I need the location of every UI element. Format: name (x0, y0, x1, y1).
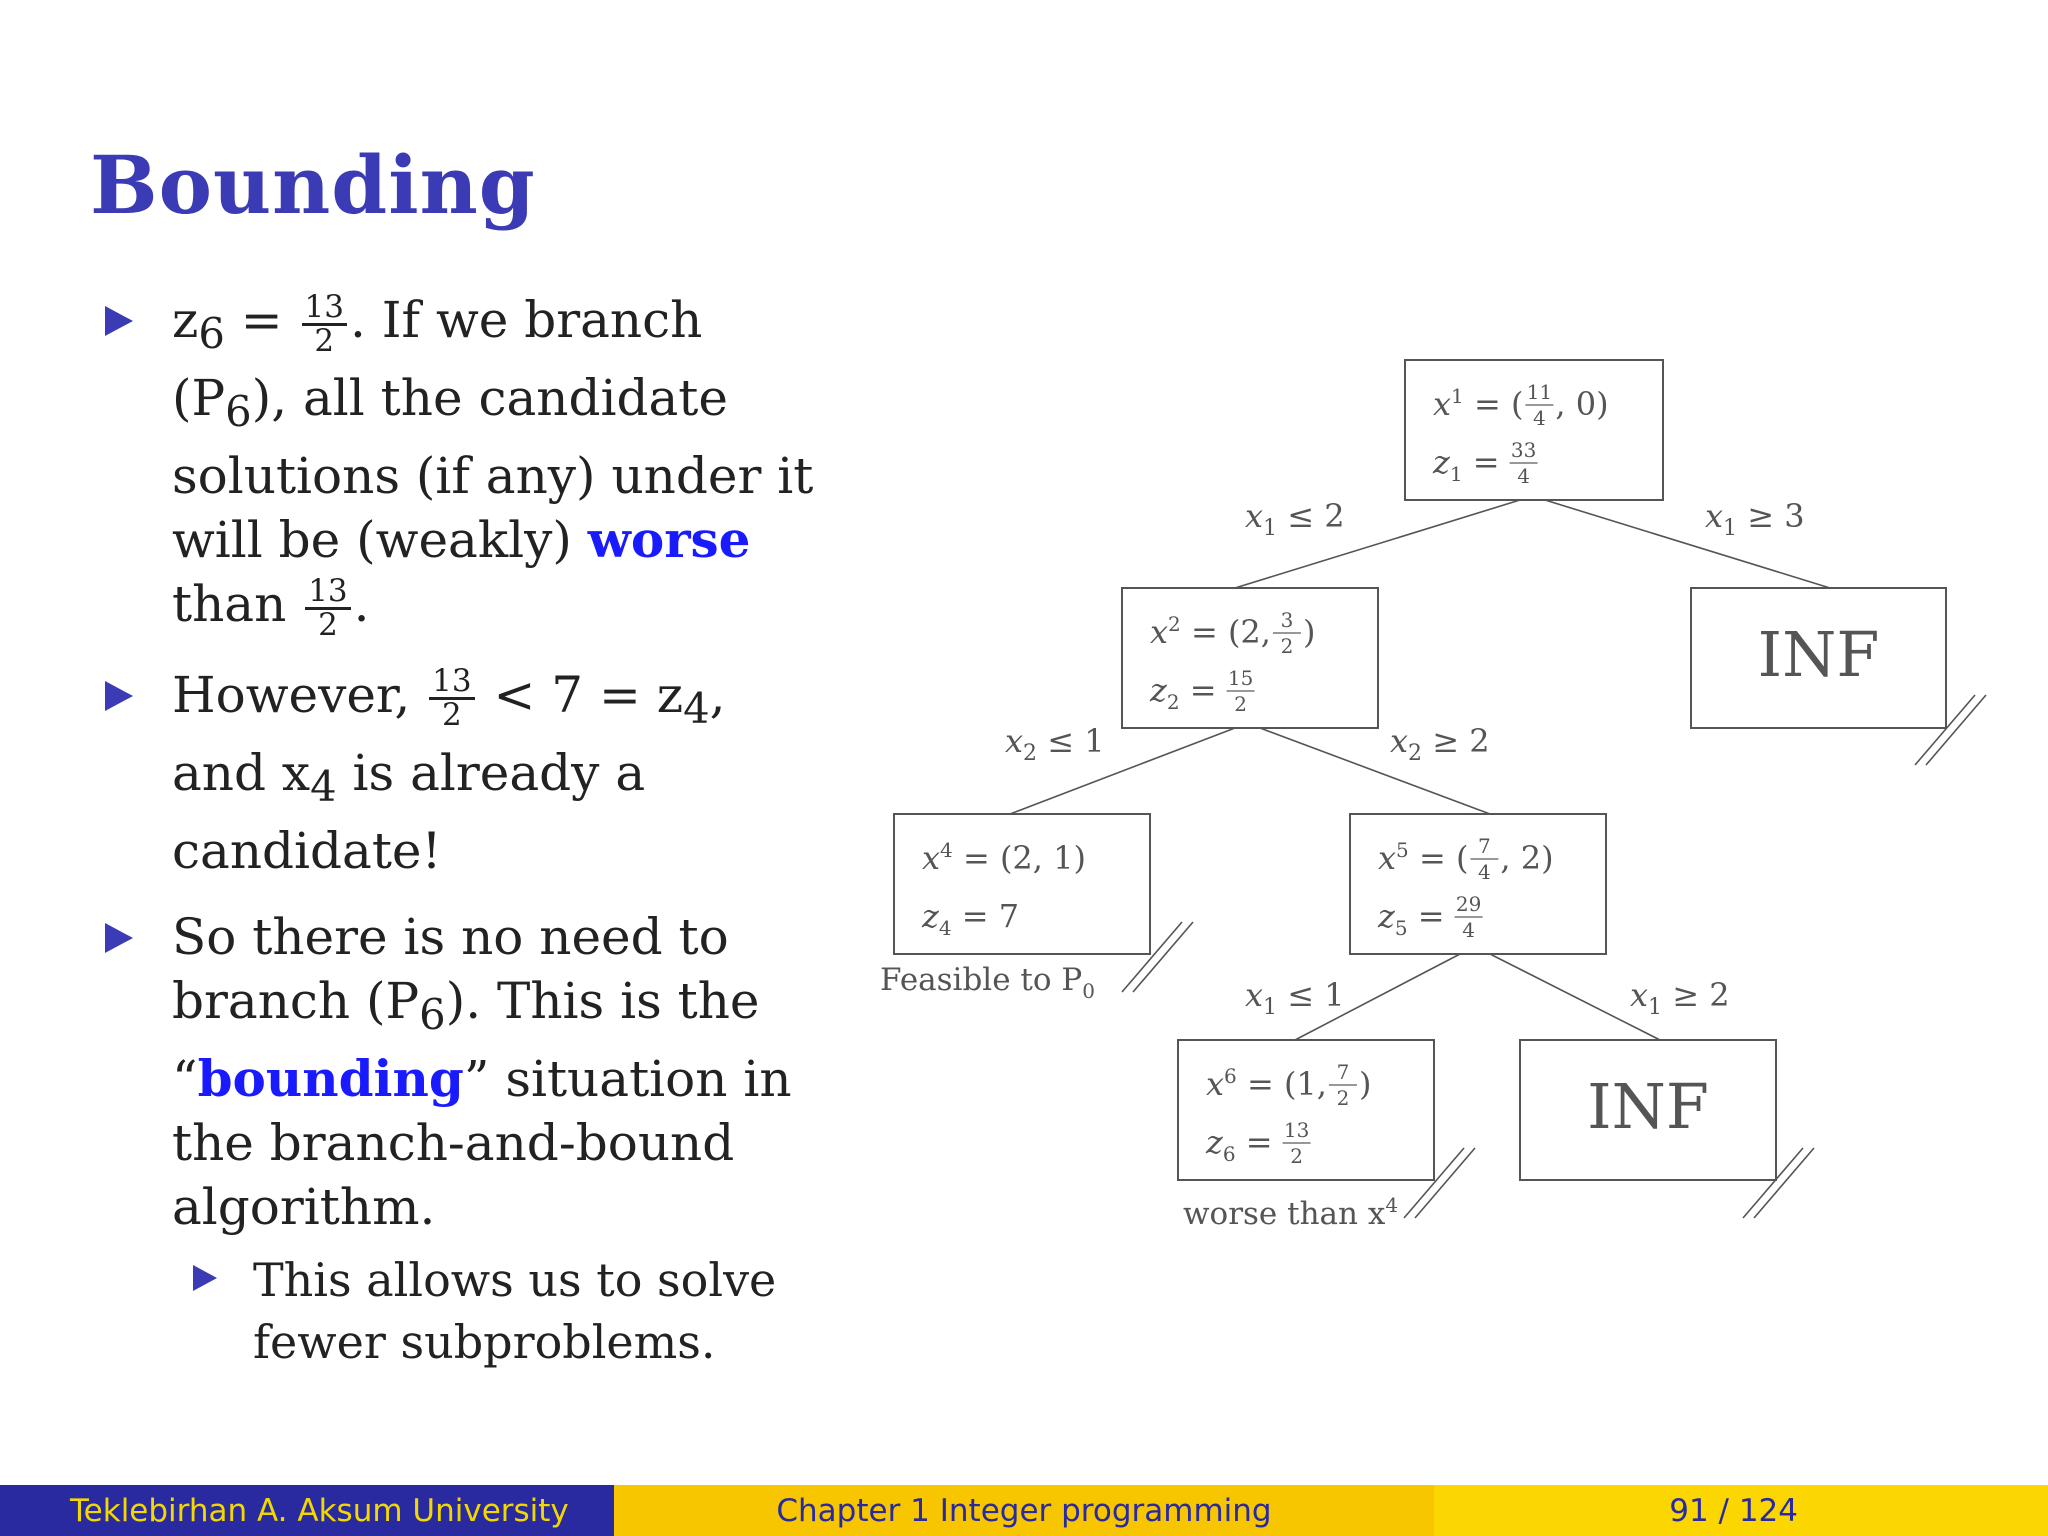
text-run: So there is no need to branch (P (172, 907, 729, 1030)
node-zfrac-n5-numerator: 29 (1455, 892, 1482, 916)
subscript: 6 (419, 989, 446, 1039)
edge-label-e1: $x_1 \le 2$ (1245, 497, 1345, 541)
node-xfrac-n6-denominator: 2 (1336, 1086, 1350, 1110)
node-zfrac-n2-numerator: 15 (1227, 666, 1254, 690)
node-xclose-n1: , 0) (1555, 385, 1609, 423)
text-run: ). This is the “ (172, 971, 760, 1108)
text-run: ” situation in the branch-and-bound algorithm. (172, 1049, 792, 1236)
node-x-n6: $x^6 = (1$, (1206, 1064, 1327, 1103)
node-zfrac-n2-denominator: 2 (1234, 692, 1247, 716)
text-run: < 7 = z (477, 665, 684, 724)
node-z-n1: $z_1$ = (1433, 443, 1500, 486)
subscript: 4 (683, 683, 710, 733)
text-run: z (172, 291, 199, 349)
text-run: . (353, 575, 370, 633)
subscript: 6 (198, 309, 225, 358)
subscript: 4 (310, 761, 337, 811)
node-xfrac-n6-numerator: 7 (1336, 1060, 1350, 1084)
node-xclose-n2: ) (1302, 613, 1316, 651)
node-zfrac-n6-numerator: 13 (1283, 1118, 1310, 1142)
fraction-numerator: 13 (429, 666, 474, 700)
fraction-denominator: 2 (314, 322, 335, 359)
footer-chapter: Chapter 1 Integer programming (614, 1485, 1434, 1536)
text-run: , and x (172, 665, 726, 802)
node-z-n2: $z_2$ = (1150, 671, 1217, 714)
fraction-denominator: 2 (442, 697, 462, 733)
edge-label-e4: $x_2 \ge 2$ (1390, 722, 1490, 766)
node-z-n6: $z_6$ = (1206, 1123, 1273, 1166)
fraction-numerator: 13 (302, 292, 347, 326)
node-x-n5: $x^5$ = ( (1378, 838, 1469, 877)
text-run: is already a candidate! (172, 743, 646, 880)
fraction-numerator: 13 (305, 576, 350, 610)
node-xfrac-n2-denominator: 2 (1280, 634, 1294, 658)
text-run: than (172, 575, 303, 633)
worse-note: worse than $x^4$ (1183, 1193, 1399, 1232)
node-x-n1: $x^1$ = ( (1433, 384, 1524, 423)
edge-label-e3: $x_2 \le 1$ (1005, 722, 1105, 766)
fraction-denominator: 2 (318, 606, 338, 643)
edge-label-e6: $x_1 \ge 2$ (1630, 976, 1730, 1020)
highlight-word: worse (587, 510, 751, 569)
node-z-n5: $z_5$ = (1378, 897, 1445, 940)
node-xclose-n6: ) (1358, 1065, 1372, 1103)
node-x-n4: $x^4 = (2$, 1) (922, 838, 1086, 877)
node-xfrac-n1-numerator: 11 (1526, 380, 1553, 404)
text-run: P (191, 369, 226, 427)
feasible-note: Feasible to $P_0$ (880, 962, 1095, 1003)
footer-page-number: 91 / 124 (1434, 1485, 2048, 1536)
text-run: ), all the candidate solutions (if any) under it will be (weakly) (172, 369, 814, 569)
node-text-n7: INF (1587, 1070, 1709, 1143)
node-zfrac-n6-denominator: 2 (1290, 1144, 1303, 1168)
highlight-word: bounding (197, 1048, 464, 1108)
node-xfrac-n1-denominator: 4 (1533, 406, 1546, 430)
footer-bar (0, 1485, 2048, 1536)
sub-bullet-text: This allows us to solve fewer subproblems. (253, 1252, 777, 1369)
subscript: 6 (225, 387, 252, 436)
slide-title: Bounding (90, 138, 536, 232)
edge-label-e5: $x_1 \le 1$ (1245, 976, 1345, 1020)
node-text-n3: INF (1757, 618, 1880, 691)
node-zfrac-n5-denominator: 4 (1462, 918, 1475, 942)
text-run: . If we branch ( (172, 291, 703, 427)
node-zfrac-n1-numerator: 33 (1510, 438, 1537, 462)
footer-author: Teklebirhan A. Aksum University (0, 1485, 614, 1536)
node-z-n4: $z_4 = 7$ (922, 897, 1020, 940)
node-x-n2: $x^2 = (2$, (1150, 612, 1271, 651)
node-xfrac-n5-numerator: 7 (1478, 834, 1491, 858)
node-xfrac-n2-numerator: 3 (1280, 608, 1294, 632)
text-run: = (224, 291, 299, 349)
node-xfrac-n5-denominator: 4 (1478, 860, 1491, 884)
edge-label-e2: $x_1 \ge 3$ (1705, 497, 1805, 541)
node-xclose-n5: , 2) (1500, 839, 1554, 877)
node-zfrac-n1-denominator: 4 (1517, 464, 1530, 488)
text-run: However, (172, 665, 427, 724)
